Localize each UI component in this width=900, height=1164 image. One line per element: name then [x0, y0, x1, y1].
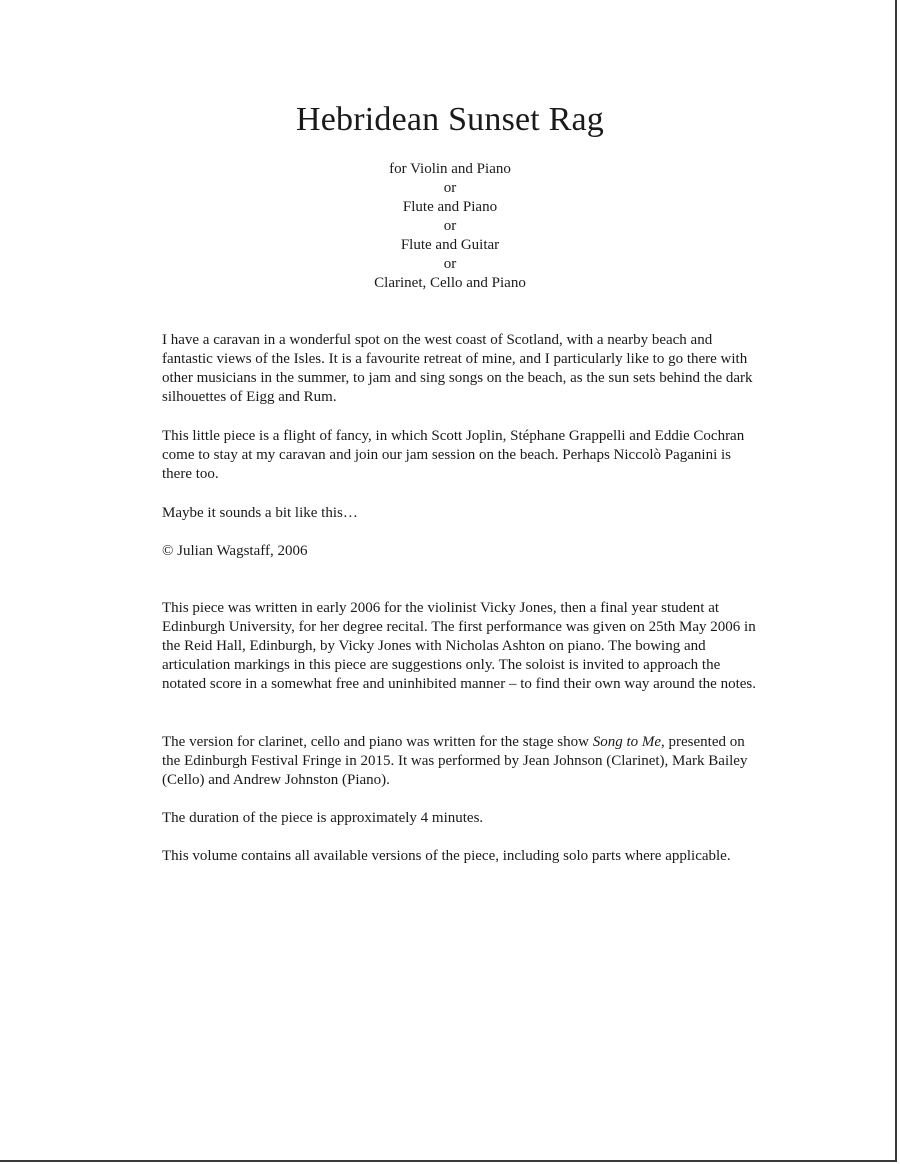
paragraph-flight-of-fancy	[162, 427, 762, 484]
instrumentation-line: Flute and Piano	[402, 199, 498, 215]
paragraph-text: Maybe it sounds a bit like this…	[162, 505, 358, 521]
paragraph-text-part: The version for clarinet, cello and piano was written for the stage show	[162, 734, 593, 750]
instrumentation-line: or	[443, 256, 457, 272]
instrumentation-line: or	[443, 180, 457, 196]
instrumentation-line: for Violin and Piano	[389, 161, 511, 177]
paragraph-clarinet-version	[162, 733, 762, 790]
instrumentation-line: Clarinet, Cello and Piano	[374, 275, 526, 291]
show-title: Song to Me	[592, 734, 662, 750]
paragraph-history	[162, 599, 762, 694]
paragraph-text-part: , presented on the Edinburgh Festival Fringe in 2015. It was performed by Jean Johnson (Clarinet), Mark Bailey (Cello) and Andrew Johnston (Piano).	[162, 734, 748, 788]
paragraph-caravan	[162, 331, 762, 407]
copyright-line	[162, 542, 762, 561]
paragraph-duration	[162, 809, 762, 828]
paragraph-volume-contents	[162, 847, 762, 866]
paragraph-text: This little piece is a flight of fancy, in which Scott Joplin, Stéphane Grappelli and Eddie Cochran come to stay at my caravan and join our jam session on the beach. Perhaps Niccolò Paganini is there too.	[162, 428, 745, 482]
page-title: Hebridean Sunset Rag	[295, 101, 605, 138]
paragraph-text: This piece was written in early 2006 for the violinist Vicky Jones, then a final year student at Edinburgh University, for her degree recital. The first performance was given on 25th May 2006 in the Reid Hall, Edinburgh, by Vicky Jones with Nicholas Ashton on piano. The bowing and articulation markings in this piece are suggestions only. The soloist is invited to approach the notated score in a somewhat free and uninhibited manner – to find their own way around the notes.	[162, 600, 756, 692]
paragraph-text: This volume contains all available versions of the piece, including solo parts where applicable.	[162, 848, 731, 864]
copyright-text: © Julian Wagstaff, 2006	[162, 543, 308, 559]
instrumentation-line: Flute and Guitar	[400, 237, 500, 253]
paragraph-text: The duration of the piece is approximately 4 minutes.	[162, 810, 484, 826]
instrumentation-line: or	[443, 218, 457, 234]
paragraph-text: I have a caravan in a wonderful spot on the west coast of Scotland, with a nearby beach and fantastic views of the Isles. It is a favourite retreat of mine, and I particularly like to go there with other musicians in the summer, to jam and sing songs on the beach, as the sun sets behind the dark silhouettes of Eigg and Rum.	[162, 332, 753, 405]
paragraph-text	[162, 733, 762, 790]
instrumentation-list	[0, 160, 900, 293]
paragraph-sounds-like	[162, 504, 762, 523]
